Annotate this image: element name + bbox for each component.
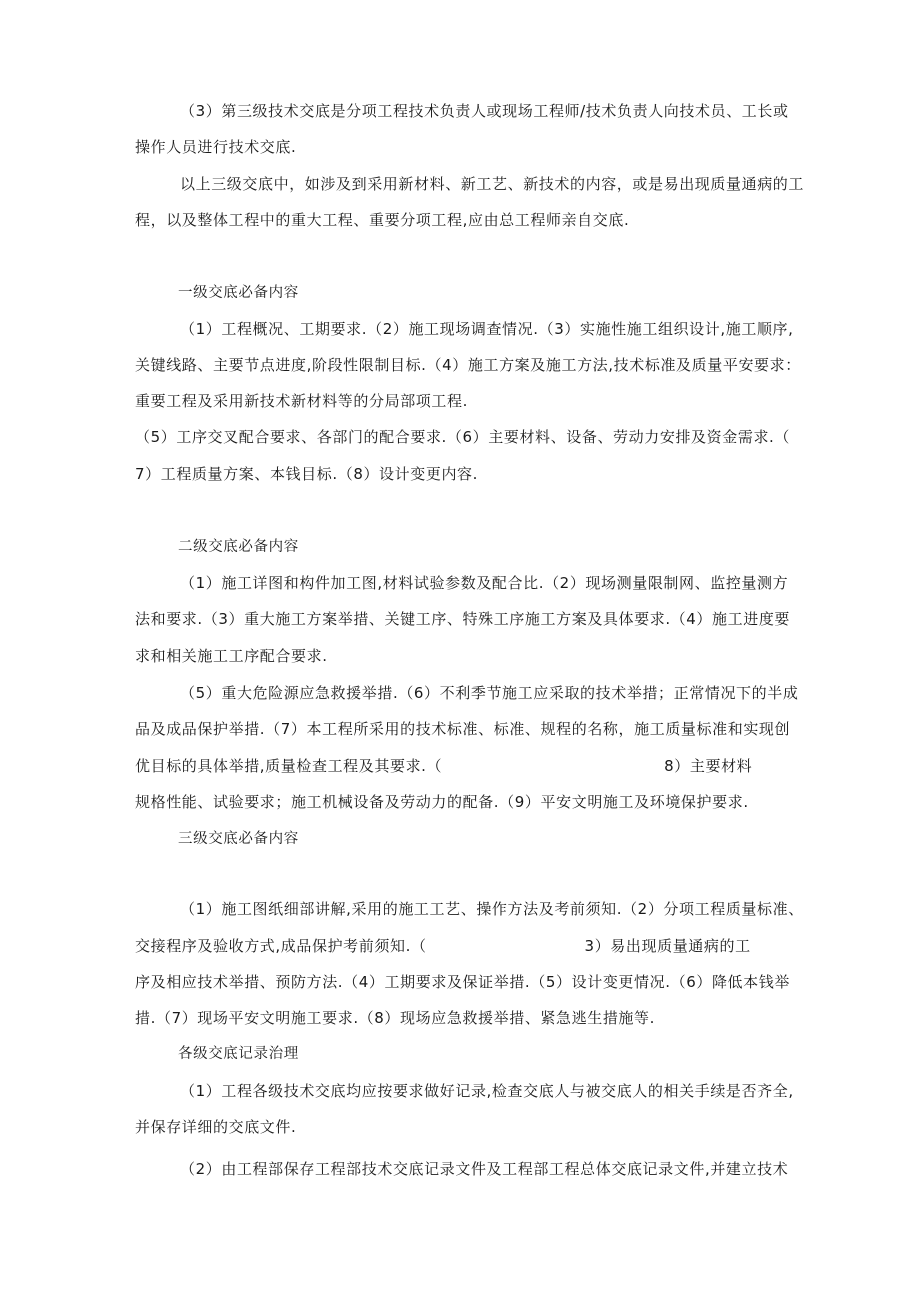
paragraph-line: 规格性能、试验要求；施工机械设备及劳动力的配备.（9）平安文明施工及环境保护要求. xyxy=(135,793,749,811)
paragraph-line: 序及相应技术举措、预防方法.（4）工期要求及保证举措.（5）设计变更情况.（6）降低本钱举 xyxy=(135,973,790,991)
section-heading-level2: 二级交底必备内容 xyxy=(178,539,299,555)
paragraph-line: 品及成品保护举措.（7）本工程所采用的技术标准、标准、规程的名称，施工质量标准和实现创 xyxy=(135,720,791,738)
paragraph-line-split xyxy=(135,936,795,956)
section-heading-level3: 三级交底必备内容 xyxy=(178,831,299,847)
paragraph-line: 求和相关施工工序配合要求. xyxy=(135,647,328,665)
section-heading-records: 各级交底记录治理 xyxy=(178,1046,299,1062)
paragraph-fragment: 优目标的具体举措,质量检查工程及其要求.（ xyxy=(135,757,443,775)
paragraph-line: （1）工程概况、工期要求.（2）施工现场调查情况.（3）实施性施工组织设计,施工顺序, xyxy=(180,320,794,338)
paragraph-fragment: 交接程序及验收方式,成品保护考前须知.（ xyxy=(135,937,427,955)
paragraph-line: 操作人员进行技术交底. xyxy=(135,138,297,156)
paragraph-line: 程，以及整体工程中的重大工程、重要分项工程,应由总工程师亲自交底. xyxy=(135,211,630,229)
paragraph-line: （2）由工程部保存工程部技术交底记录文件及工程部工程总体交底记录文件,并建立技术 xyxy=(180,1160,789,1178)
paragraph-line: 措.（7）现场平安文明施工要求.（8）现场应急救援举措、紧急逃生措施等. xyxy=(135,1009,655,1027)
paragraph-line: 法和要求.（3）重大施工方案举措、关键工序、特殊工序施工方案及具体要求.（4）施工进度要 xyxy=(135,610,791,628)
paragraph-line: 并保存详细的交底文件. xyxy=(135,1118,297,1136)
paragraph-line: （1）施工详图和构件加工图,材料试验参数及配合比.（2）现场测量限制网、监控量测方 xyxy=(180,574,789,592)
paragraph-fragment: 8）主要材料 xyxy=(664,757,753,775)
paragraph-line: 7）工程质量方案、本钱目标.（8）设计变更内容. xyxy=(135,465,479,483)
paragraph-line: 重要工程及采用新技术新材料等的分局部项工程. xyxy=(135,392,468,410)
paragraph-fragment: 3）易出现质量通病的工 xyxy=(584,937,751,955)
paragraph-line: 关键线路、主要节点进度,阶段性限制目标.（4）施工方案及施工方法,技术标准及质量平安要求： xyxy=(135,356,801,374)
paragraph-line: （3）第三级技术交底是分项工程技术负责人或现场工程师/技术负责人向技术员、工长或 xyxy=(180,102,789,120)
paragraph-line-split xyxy=(135,756,795,776)
paragraph-line: 以上三级交底中，如涉及到采用新材料、新工艺、新技术的内容，或是易出现质量通病的工 xyxy=(180,175,805,193)
paragraph-line: （5）重大危险源应急救援举措.（6）不利季节施工应采取的技术举措；正常情况下的半成 xyxy=(180,684,799,702)
paragraph-line: （5）工序交叉配合要求、各部门的配合要求.（6）主要材料、设备、劳动力安排及资金需求.（ xyxy=(135,428,791,446)
paragraph-line: （1）工程各级技术交底均应按要求做好记录,检查交底人与被交底人的相关手续是否齐全, xyxy=(180,1082,794,1100)
section-heading-level1: 一级交底必备内容 xyxy=(178,285,299,301)
paragraph-line: （1）施工图纸细部讲解,采用的施工工艺、操作方法及考前须知.（2）分项工程质量标准、 xyxy=(180,900,804,918)
